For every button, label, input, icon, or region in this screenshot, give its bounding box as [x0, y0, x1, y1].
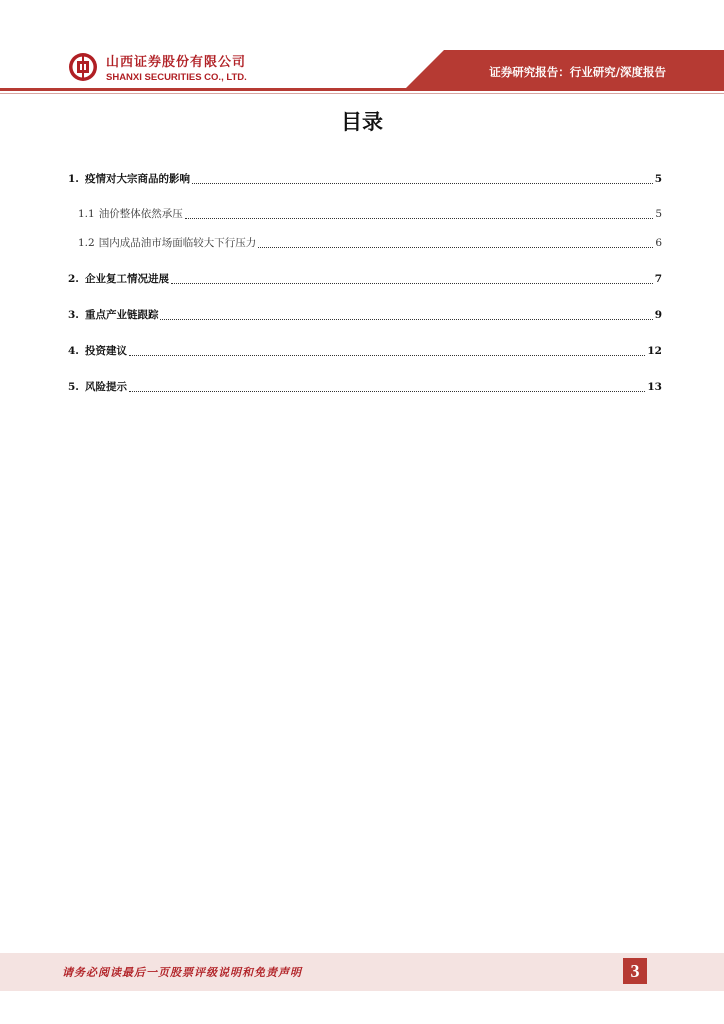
- toc-number: 4.: [68, 345, 79, 357]
- toc-number: 1.1: [78, 208, 95, 220]
- report-type: 证券研究报告：行业研究/深度报告: [489, 65, 666, 79]
- toc-text: 投资建议: [84, 345, 127, 357]
- toc-text: 国内成品油市场面临较大下行压力: [98, 237, 257, 249]
- toc-number: 3.: [68, 309, 79, 321]
- page-title: 目录: [341, 110, 383, 134]
- toc-leader: [258, 246, 653, 248]
- toc-leader: [160, 318, 652, 320]
- toc-text: 油价整体依然承压: [98, 208, 183, 220]
- toc-entry[interactable]: [78, 205, 662, 221]
- footer-disclaimer: 请务必阅读最后一页股票评级说明和免责声明: [62, 966, 302, 979]
- toc-leader: [129, 390, 645, 392]
- toc-number: 2.: [68, 273, 79, 285]
- toc-entry[interactable]: [68, 378, 662, 394]
- company-name: [106, 55, 247, 84]
- toc-page: 6: [655, 237, 662, 249]
- toc-leader: [171, 282, 653, 284]
- toc-number: 1.: [68, 173, 79, 185]
- toc-leader: [192, 182, 653, 184]
- page-number: 3: [623, 958, 647, 984]
- company-name-en: SHANXI SECURITIES CO., LTD.: [106, 72, 247, 83]
- toc-entry[interactable]: [68, 306, 662, 322]
- toc-entry[interactable]: [68, 170, 662, 186]
- toc-page: 5: [655, 208, 662, 220]
- toc-text: 企业复工情况进展: [84, 273, 169, 285]
- toc-entry[interactable]: [68, 270, 662, 286]
- toc-entry[interactable]: [78, 234, 662, 250]
- toc-page: 5: [654, 173, 662, 185]
- toc-page: 9: [654, 309, 662, 321]
- toc-text: 重点产业链跟踪: [84, 309, 159, 321]
- toc-leader: [185, 217, 654, 219]
- header-divider: [0, 88, 724, 91]
- company-name-cn: 山西证券股份有限公司: [106, 55, 247, 70]
- toc-page: 12: [647, 345, 662, 357]
- toc-page: 13: [647, 381, 662, 393]
- toc-entry[interactable]: [68, 342, 662, 358]
- toc-leader: [129, 354, 645, 356]
- company-logo-icon: [68, 52, 98, 82]
- header-divider-thin: [0, 93, 724, 94]
- toc-number: 1.2: [78, 237, 95, 249]
- toc-page: 7: [654, 273, 662, 285]
- toc-number: 5.: [68, 381, 79, 393]
- toc-text: 疫情对大宗商品的影响: [84, 173, 190, 185]
- toc-text: 风险提示: [84, 381, 127, 393]
